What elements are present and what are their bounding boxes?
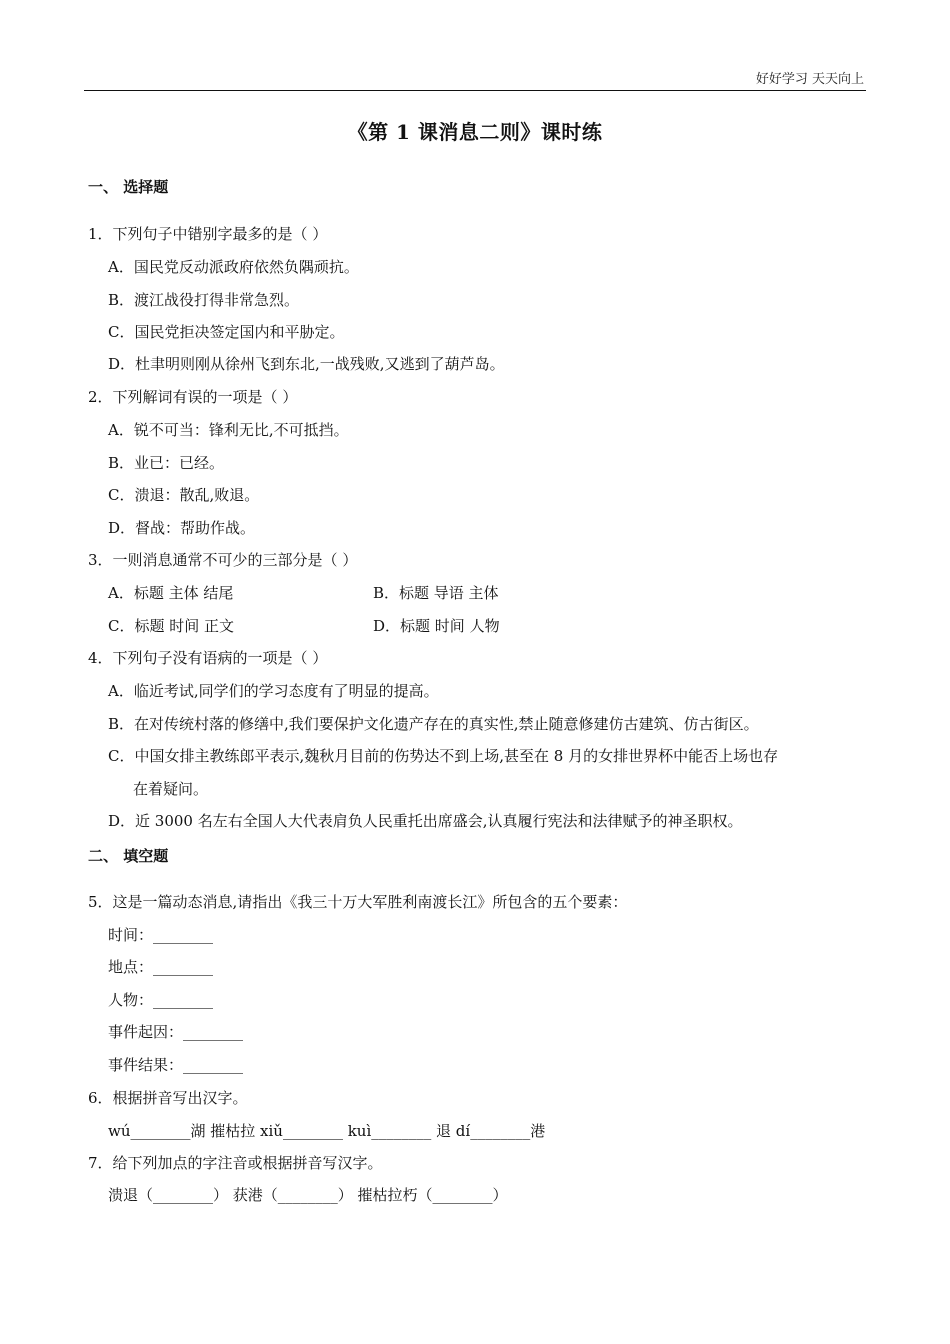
question-4-option-c-continued: 在着疑问。 (133, 780, 209, 798)
question-6-stem: 6．根据拼音写出汉字。 (88, 1089, 248, 1107)
question-4-option-d: D．近 3000 名左右全国人大代表肩负人民重托出席盛会,认真履行宪法和法律赋予的神圣职权。 (108, 812, 743, 830)
question-1-option-b: B．渡江战役打得非常急烈。 (108, 291, 300, 309)
question-2-stem: 2．下列解词有误的一项是（ ） (88, 388, 298, 406)
question-3-option-c: C．标题 时间 正文 (108, 617, 235, 635)
question-4-option-b: B．在对传统村落的修缮中,我们要保护文化遗产存在的真实性,禁止随意修建仿古建筑、仿古街区。 (108, 715, 759, 733)
question-1-option-c: C．国民党拒决签定国内和平胁定。 (108, 323, 345, 341)
question-3-option-d: D．标题 时间 人物 (373, 617, 500, 635)
question-5-stem: 5．这是一篇动态消息,请指出《我三十万大军胜利南渡长江》所包含的五个要素： (88, 893, 628, 911)
header-text: 好好学习 天天向上 (755, 72, 864, 87)
question-1-option-d: D．杜聿明则刚从徐州飞到东北,一战残败,又逃到了葫芦岛。 (108, 355, 505, 373)
question-7-blanks: 溃退（________） 获港（________） 摧枯拉朽（________） (108, 1186, 508, 1204)
question-5-place-blank: 地点：________ (108, 958, 214, 976)
question-5-people-blank: 人物：________ (108, 991, 214, 1009)
question-3-stem: 3．一则消息通常不可少的三部分是（ ） (88, 551, 358, 569)
question-5-result-blank: 事件结果：________ (108, 1056, 244, 1074)
question-1-option-a: A．国民党反动派政府依然负隅顽抗。 (108, 258, 359, 276)
page-title: 《第 1 课消息二则》课时练 (347, 120, 603, 144)
header-rule (84, 90, 866, 91)
question-3-option-a: A．标题 主体 结尾 (108, 584, 234, 602)
question-4-option-a: A．临近考试,同学们的学习态度有了明显的提高。 (108, 682, 439, 700)
question-7-stem: 7．给下列加点的字注音或根据拼音写汉字。 (88, 1154, 383, 1172)
question-3-option-b: B．标题 导语 主体 (373, 584, 499, 602)
question-2-option-a: A．锐不可当：锋利无比,不可抵挡。 (108, 421, 349, 439)
section-heading-choice: 一、 选择题 (88, 178, 169, 196)
question-6-blanks: wú________湖 摧枯拉 xiǔ________ kuì________ 退 dí________港 (108, 1122, 546, 1140)
question-2-option-c: C．溃退：散乱,败退。 (108, 486, 260, 504)
question-4-stem: 4．下列句子没有语病的一项是（ ） (88, 649, 328, 667)
question-5-cause-blank: 事件起因：________ (108, 1023, 244, 1041)
section-heading-fill-in: 二、 填空题 (88, 847, 169, 865)
question-1-stem: 1．下列句子中错别字最多的是（ ） (88, 225, 328, 243)
question-5-time-blank: 时间：________ (108, 926, 214, 944)
question-2-option-d: D．督战：帮助作战。 (108, 519, 256, 537)
question-2-option-b: B．业已：已经。 (108, 454, 225, 472)
question-4-option-c: C．中国女排主教练郎平表示,魏秋月目前的伤势达不到上场,甚至在 8 月的女排世界杯中能否上场也存 (108, 747, 779, 765)
